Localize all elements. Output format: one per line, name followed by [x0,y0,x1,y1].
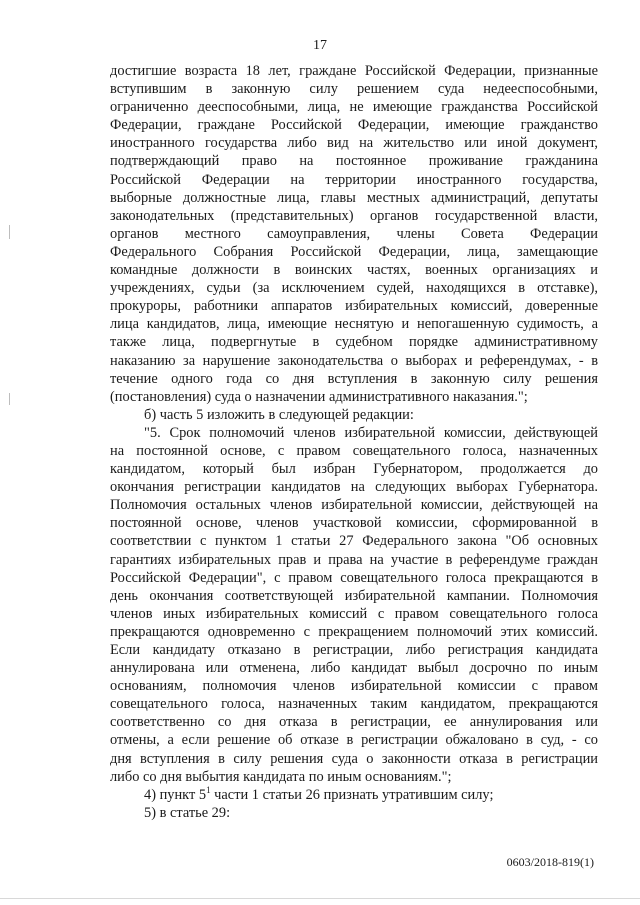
text-line: постоянной основе, членов участковой комиссии, сформированной в [110,515,598,532]
text-line: также лица, подвергнутые в судебном порядке административному [110,334,598,351]
text-line: Федерального Собрания Российской Федерации, лица, замещающие [110,243,598,260]
text-line: "5. Срок полномочий членов избирательной комиссии, действующей [144,424,598,441]
text-line: день окончания соответствующей избирательной кампании. Полномочия [110,587,598,604]
text-line: вступившим в законную силу решением суда недееспособными, [110,81,598,98]
page-number: 17 [313,38,327,53]
text-line: отмены, а если решение об отказе в регистрации обжаловано в суд, - со [110,732,598,749]
text-line: ограниченно дееспособными, лица, не имеющие гражданства Российской [110,99,598,116]
text-line: гарантиях избирательных прав и права на участие в референдуме граждан [110,551,598,568]
scan-edge [0,898,640,899]
text-line: подтверждающий право на постоянное проживание гражданина [110,153,598,170]
text-line: Российской Федерации", с правом совещательного голоса прекращаются в [110,569,598,586]
text-line: совещательного голоса, назначенных таким кандидатом, прекращаются [110,696,598,713]
scan-margin-mark [9,393,10,405]
item4-after: части 1 статьи 26 признать утратившим силу; [210,786,494,803]
text-line: дня вступления в силу решения суда о законности отказа в регистрации [110,750,598,767]
document-body [110,62,598,822]
text-line: Полномочия остальных членов избирательной комиссии, действующей на [110,497,598,514]
text-line: учреждениях, судьи (за исключением судей, находящихся в отставке), [110,280,598,297]
text-line: Федерации, граждане Российской Федерации, имеющие гражданство [110,117,598,134]
text-line: на постоянной основе, с правом совещательного голоса, назначенных [110,442,598,459]
text-line: иностранного государства либо вид на жительство или иной документ, [110,135,598,152]
text-line: 5) в статье 29: [144,804,231,821]
scan-margin-mark [9,225,10,239]
text-line: командные должности в воинских частях, военных организациях и [110,262,598,279]
document-footer-code: 0603/2018-819(1) [506,855,594,869]
text-line-item-4 [110,786,598,804]
text-line: органов местного самоуправления, члены Совета Федерации [110,225,598,242]
text-line: соответствии с пунктом 1 статьи 27 Федерального закона "Об основных [110,533,598,550]
text-line: законодательных (представительных) органов государственной власти, [110,207,598,224]
text-line: достигшие возраста 18 лет, граждане Российской Федерации, признанные [110,63,598,79]
text-line: Если кандидату отказано в регистрации, либо регистрация кандидата [110,642,598,658]
text-line: аннулирована или отменена, либо кандидат выбыл досрочно по иным [110,660,598,677]
text-line: соответственно со дня отказа в регистрации, ее аннулирования или [110,714,598,731]
text-line: кандидатом, который был избран Губернатором, продолжается до [110,461,598,478]
item4-before: 4) пункт 5 [144,786,207,803]
item4-superscript: 1 [206,784,211,795]
text-line: окончания регистрации кандидатов на следующих выборах Губернатора. [110,479,598,496]
text-line: выборные должностные лица, главы местных администраций, депутаты [110,189,598,206]
text-line: основаниям, полномочия членов избирательной комиссии с правом [110,678,598,695]
text-line: членов иных избирательных комиссий с правом совещательного голоса [110,605,598,622]
text-line: (постановления) суда о назначении административного наказания."; [110,388,528,405]
text-line: лица кандидатов, лица, имеющие неснятую и непогашенную судимость, а [110,316,598,333]
text-line: прекращаются одновременно с прекращением полномочий этих комиссий. [110,623,598,640]
text-line: течение одного года со дня вступления в законную силу решения [110,370,598,387]
text-line: б) часть 5 изложить в следующей редакции: [144,406,414,423]
text-line: либо со дня выбытия кандидата по иным основаниям."; [110,768,452,785]
text-line: прокуроры, работники аппаратов избирательных комиссий, доверенные [110,298,598,315]
text-line: Российской Федерации на территории иностранного государства, [110,171,598,188]
text-line: наказанию за нарушение законодательства о выборах и референдумах, - в [110,352,598,369]
